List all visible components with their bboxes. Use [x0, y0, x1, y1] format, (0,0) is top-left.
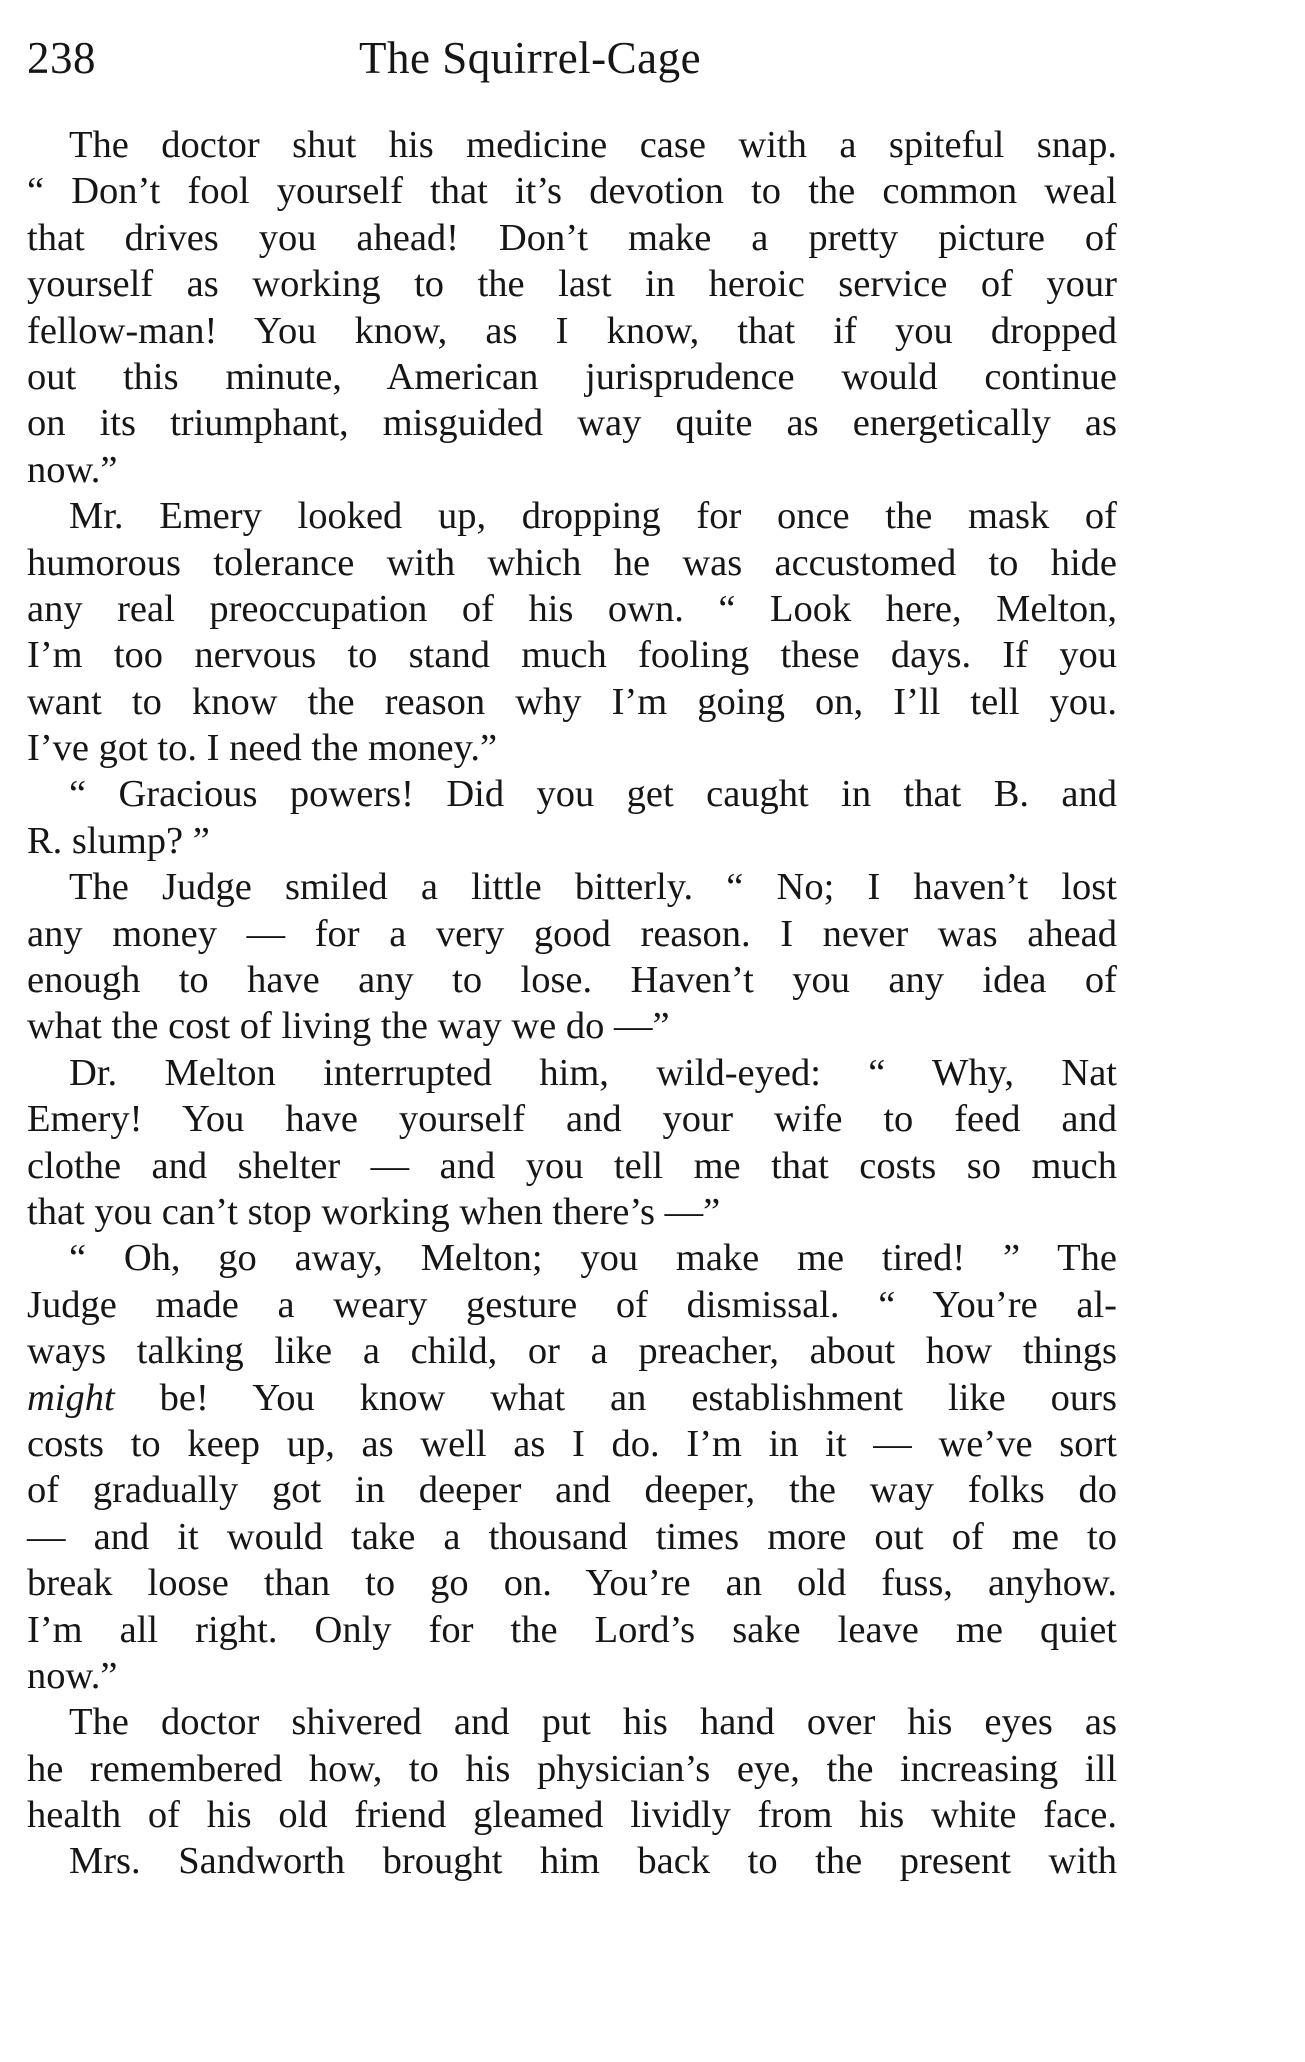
- text-line: ways talking like a child, or a preacher, about how things: [27, 1330, 1117, 1373]
- text-line: clothe and shelter — and you tell me that costs so much: [27, 1144, 1117, 1187]
- paragraph: [27, 122, 1117, 493]
- italic-word: might: [27, 1376, 115, 1419]
- text-line: any money — for a very good reason. I never was ahead: [27, 912, 1117, 955]
- text-run: be! You know what an establishment like ours: [114, 1376, 1117, 1419]
- page-number: 238: [27, 33, 96, 83]
- page-header: [27, 28, 1117, 88]
- text-line: now.”: [27, 1654, 118, 1697]
- paragraph: [27, 493, 1117, 771]
- text-line: Mr. Emery looked up, dropping for once the mask of: [69, 495, 1117, 538]
- paragraph: [27, 1838, 1117, 1884]
- text-line: “ Gracious powers! Did you get caught in that B. and: [69, 773, 1117, 816]
- paragraph: [27, 1699, 1117, 1838]
- text-line: I’m all right. Only for the Lord’s sake leave me quiet: [27, 1608, 1117, 1651]
- text-line: now.”: [27, 448, 118, 491]
- text-line: what the cost of living the way we do —”: [27, 1005, 670, 1048]
- text-line: that drives you ahead! Don’t make a pretty picture of: [27, 216, 1117, 259]
- text-line: I’ve got to. I need the money.”: [27, 727, 498, 770]
- text-line: Emery! You have yourself and your wife to feed and: [27, 1098, 1117, 1141]
- text-line: Mrs. Sandworth brought him back to the present with: [69, 1840, 1117, 1883]
- text-line: want to know the reason why I’m going on, I’ll tell you.: [27, 680, 1117, 723]
- text-line: [27, 1375, 1117, 1421]
- text-line: on its triumphant, misguided way quite as energetically as: [27, 402, 1117, 445]
- text-line: “ Oh, go away, Melton; you make me tired! ” The: [69, 1237, 1117, 1280]
- text-line: R. slump? ”: [27, 819, 210, 862]
- text-line: Judge made a weary gesture of dismissal. “ You’re al-: [27, 1283, 1117, 1326]
- text-line: out this minute, American jurisprudence would continue: [27, 355, 1117, 398]
- text-line: fellow-man! You know, as I know, that if you dropped: [27, 309, 1117, 352]
- text-line: break loose than to go on. You’re an old fuss, anyhow.: [27, 1562, 1117, 1605]
- text-line: of gradually got in deeper and deeper, the way folks do: [27, 1469, 1117, 1512]
- text-line: that you can’t stop working when there’s —”: [27, 1190, 721, 1233]
- paragraph: [27, 864, 1117, 1050]
- text-line: “ Don’t fool yourself that it’s devotion to the common weal: [27, 170, 1117, 213]
- text-line: humorous tolerance with which he was accustomed to hide: [27, 541, 1117, 584]
- text-line: The Judge smiled a little bitterly. “ No; I haven’t lost: [69, 866, 1117, 909]
- text-line: enough to have any to lose. Haven’t you any idea of: [27, 959, 1117, 1002]
- text-line: health of his old friend gleamed lividly from his white face.: [27, 1794, 1117, 1837]
- paragraph: [27, 1050, 1117, 1236]
- text-line: Dr. Melton interrupted him, wild-eyed: “ Why, Nat: [69, 1051, 1117, 1094]
- text-line: I’m too nervous to stand much fooling these days. If you: [27, 634, 1117, 677]
- text-line: — and it would take a thousand times more out of me to: [27, 1515, 1117, 1558]
- running-title: The Squirrel-Cage: [359, 33, 702, 83]
- text-line: yourself as working to the last in heroic service of your: [27, 263, 1117, 306]
- paragraph: [27, 771, 1117, 864]
- text-line: any real preoccupation of his own. “ Look here, Melton,: [27, 587, 1117, 630]
- body-text: [27, 122, 1117, 1885]
- text-line: costs to keep up, as well as I do. I’m in it — we’ve sort: [27, 1422, 1117, 1465]
- text-line: The doctor shivered and put his hand over his eyes as: [69, 1701, 1117, 1744]
- text-line: he remembered how, to his physician’s eye, the increasing ill: [27, 1747, 1117, 1790]
- paragraph: [27, 1235, 1117, 1699]
- book-page: [27, 28, 1117, 1883]
- text-line: The doctor shut his medicine case with a spiteful snap.: [69, 124, 1117, 166]
